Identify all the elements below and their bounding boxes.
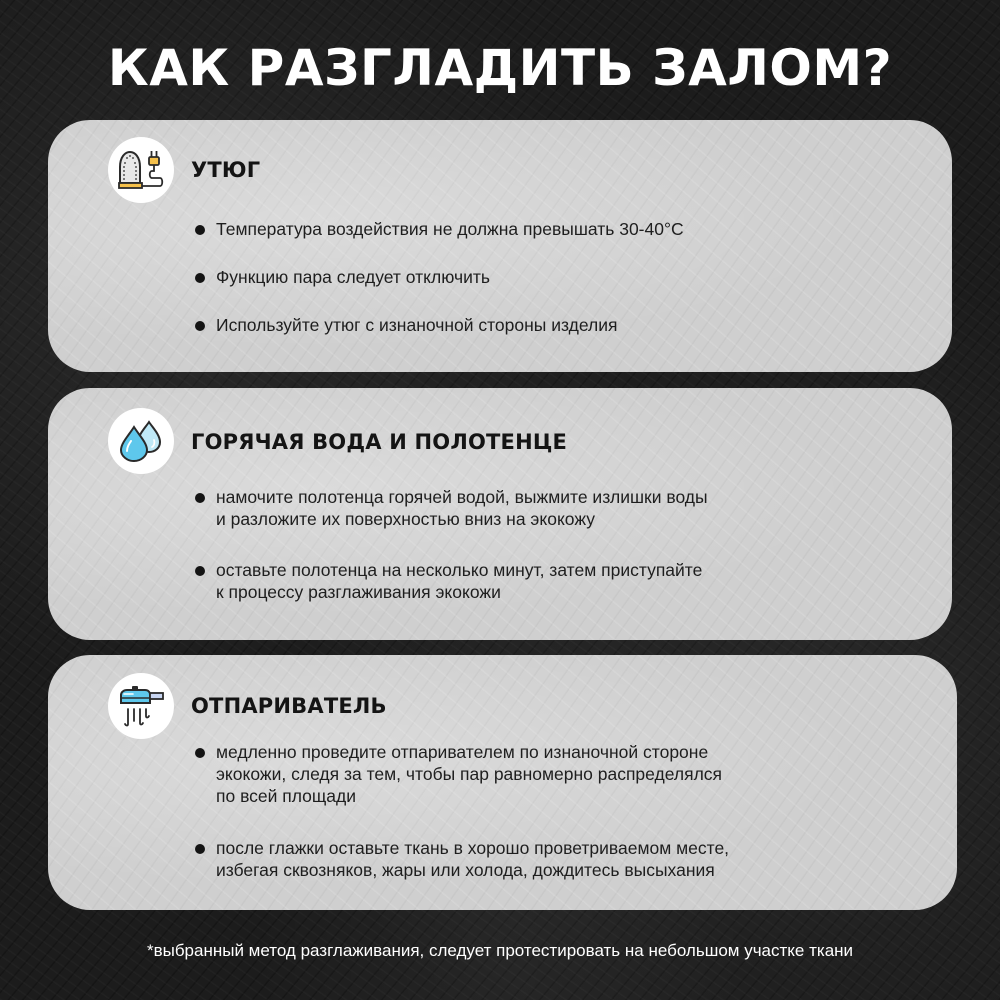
list-item <box>195 837 729 881</box>
bullet-text: медленно проведите отпаривателем по изнаночной стороне <box>216 742 709 762</box>
bullet-text: экокожи, следя за тем, чтобы пар равномерно распределялся <box>216 764 723 784</box>
footnote: *выбранный метод разглаживания, следует протестировать на небольшом участке ткани <box>146 941 854 960</box>
bullet-text: намочите полотенца горячей водой, выжмите излишки воды <box>216 487 708 507</box>
card-iron <box>48 120 952 372</box>
page-title: КАК РАЗГЛАДИТЬ ЗАЛОМ? <box>107 39 893 97</box>
bullet-text: и разложите их поверхностью вниз на экокожу <box>216 509 595 529</box>
bullet-text: оставьте полотенца на несколько минут, затем приступайте <box>216 560 703 580</box>
bullet-text: избегая сквозняков, жары или холода, дождитесь высыхания <box>216 860 715 880</box>
iron-icon <box>108 137 174 203</box>
card-heading: ОТПАРИВАТЕЛЬ <box>191 694 387 718</box>
bullet-text: по всей площади <box>216 786 357 806</box>
steamer-icon <box>108 673 174 739</box>
card-heading: ГОРЯЧАЯ ВОДА И ПОЛОТЕНЦЕ <box>191 430 568 454</box>
list-item <box>195 314 684 336</box>
card-steamer <box>48 655 957 910</box>
list-item <box>195 486 708 530</box>
card-heading: УТЮГ <box>191 158 261 182</box>
list-item <box>195 218 684 240</box>
bullet-list <box>195 486 708 632</box>
bullet-text: Функцию пара следует отключить <box>216 267 490 287</box>
list-item <box>195 266 684 288</box>
bullet-list <box>195 218 684 362</box>
bullet-text: к процессу разглаживания экокожи <box>216 582 501 602</box>
bullet-list <box>195 741 729 911</box>
bullet-text: после глажки оставьте ткань в хорошо проветриваемом месте, <box>216 838 730 858</box>
list-item <box>195 741 729 807</box>
bullet-text: Температура воздействия не должна превышать 30-40°C <box>216 219 684 239</box>
card-hot-water <box>48 388 952 640</box>
bullet-text: Используйте утюг с изнаночной стороны изделия <box>216 315 618 335</box>
water-drops-icon <box>108 408 174 474</box>
list-item <box>195 559 708 603</box>
